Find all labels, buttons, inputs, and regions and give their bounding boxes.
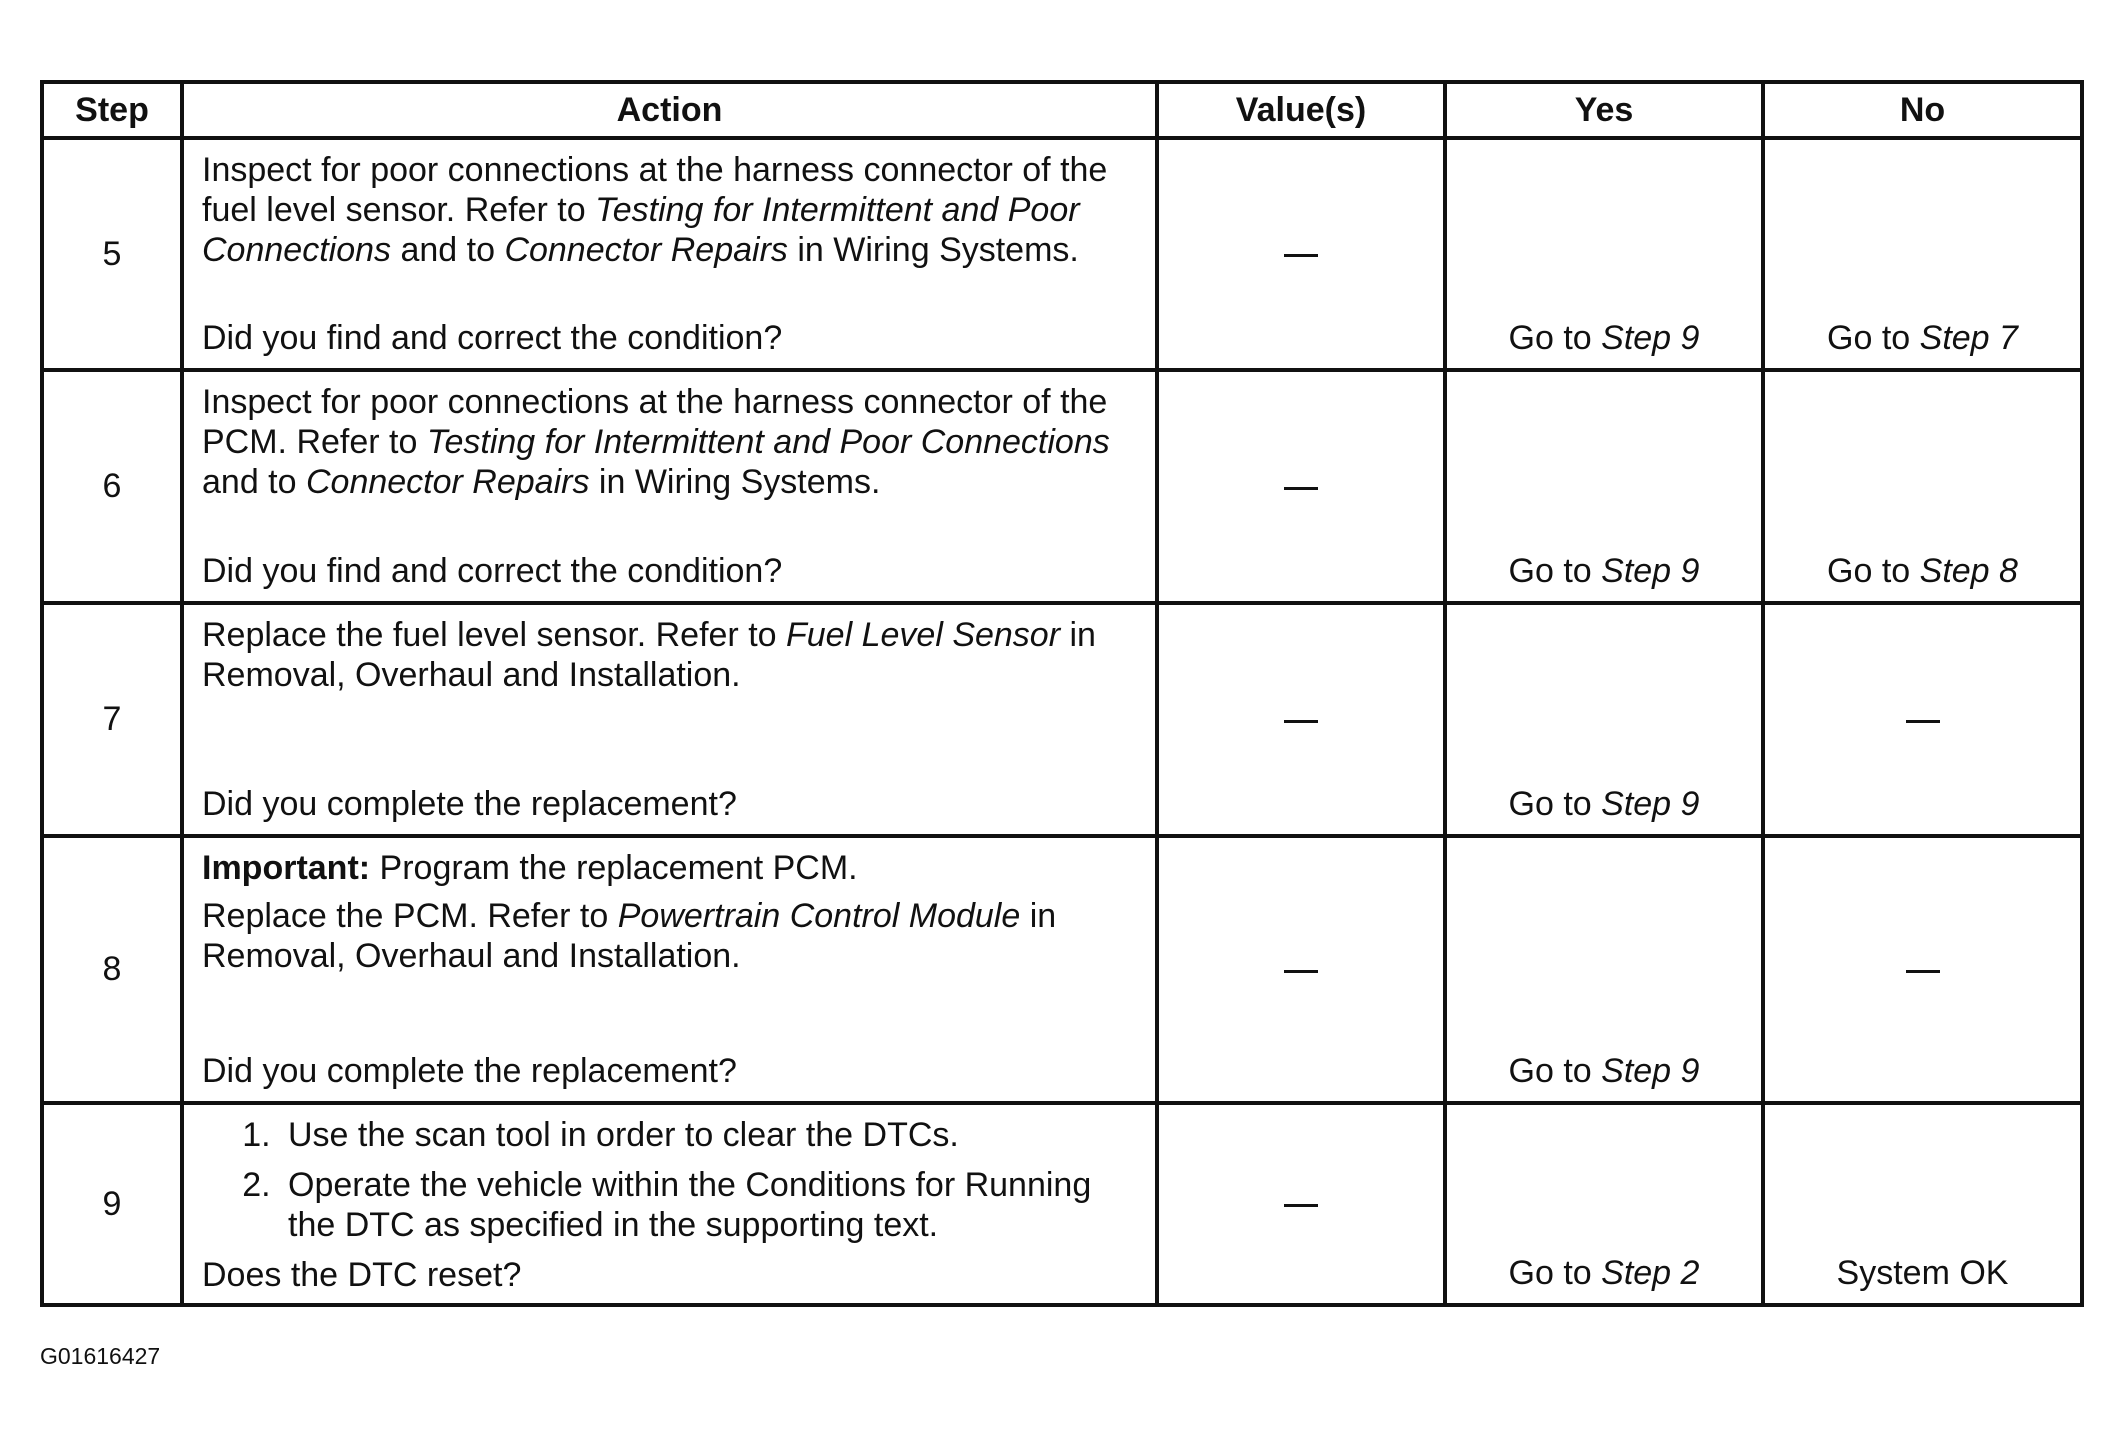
- header-no: No: [1763, 82, 2082, 138]
- yes-cell: Go to Step 2: [1445, 1103, 1763, 1305]
- list-item: 2. Operate the vehicle within the Conditions for Running the DTC as specified in the supporting text.: [280, 1165, 1137, 1245]
- value-cell: [1157, 1103, 1445, 1305]
- step-reference: Step 8: [1919, 552, 2018, 590]
- action-text: Inspect for poor connections at the harness connector of the PCM. Refer to Testing for Intermittent and Poor Connections and to Connector Repairs in Wiring Systems.: [202, 383, 1110, 501]
- action-question: Did you find and correct the condition?: [202, 552, 783, 590]
- table-row: [42, 138, 2082, 370]
- step-reference: Step 9: [1601, 552, 1700, 590]
- empty-value-dash: [1284, 720, 1318, 723]
- step-number: 7: [42, 603, 182, 836]
- empty-value-dash: [1284, 487, 1318, 490]
- list-item: 1. Use the scan tool in order to clear the DTCs.: [280, 1115, 1137, 1155]
- yes-cell: Go to Step 9: [1445, 836, 1763, 1103]
- table-row: [42, 836, 2082, 1103]
- step-number: 6: [42, 370, 182, 603]
- header-action: Action: [182, 82, 1157, 138]
- yes-cell: Go to Step 9: [1445, 138, 1763, 370]
- table-row: [42, 370, 2082, 603]
- step-reference: Step 7: [1919, 319, 2018, 357]
- action-question: Did you complete the replacement?: [202, 785, 737, 823]
- step-reference: Step 2: [1601, 1254, 1700, 1292]
- empty-value-dash: [1906, 970, 1940, 973]
- action-cell: [182, 370, 1157, 603]
- value-cell: [1157, 603, 1445, 836]
- header-values: Value(s): [1157, 82, 1445, 138]
- reference-link: Testing for Intermittent and Poor Connections: [426, 423, 1110, 461]
- action-cell: [182, 138, 1157, 370]
- table-row: [42, 1103, 2082, 1305]
- reference-link: Connector Repairs: [504, 231, 788, 269]
- no-cell: Go to Step 8: [1763, 370, 2082, 603]
- important-note: Important: Program the replacement PCM.: [202, 849, 858, 887]
- yes-cell: Go to Step 9: [1445, 603, 1763, 836]
- header-step: Step: [42, 82, 182, 138]
- empty-value-dash: [1906, 720, 1940, 723]
- figure-id: G01616427: [40, 1343, 161, 1369]
- action-text: Inspect for poor connections at the harness connector of the fuel level sensor. Refer to Testing for Intermittent and Poor Connections and to Connector Repairs in Wiring Systems.: [202, 151, 1108, 269]
- action-cell: [182, 1103, 1157, 1305]
- step-number: 8: [42, 836, 182, 1103]
- step-reference: Step 9: [1601, 785, 1700, 823]
- important-label: Important:: [202, 849, 371, 887]
- step-number: 9: [42, 1103, 182, 1305]
- step-reference: Step 9: [1601, 319, 1700, 357]
- diagnostic-table: [40, 80, 2084, 1307]
- action-question: Did you complete the replacement?: [202, 1052, 737, 1090]
- reference-link: Testing for Intermittent and Poor Connections: [202, 191, 1080, 269]
- value-cell: [1157, 370, 1445, 603]
- step-number: 5: [42, 138, 182, 370]
- reference-link: Connector Repairs: [305, 463, 590, 501]
- action-question: Does the DTC reset?: [202, 1256, 522, 1294]
- action-cell: [182, 603, 1157, 836]
- empty-value-dash: [1284, 254, 1318, 257]
- reference-link: Fuel Level Sensor: [786, 616, 1061, 654]
- empty-value-dash: [1284, 1204, 1318, 1207]
- value-cell: [1157, 836, 1445, 1103]
- yes-cell: Go to Step 9: [1445, 370, 1763, 603]
- no-cell: [1763, 836, 2082, 1103]
- action-cell: [182, 836, 1157, 1103]
- step-reference: Step 9: [1601, 1052, 1700, 1090]
- action-text: Replace the PCM. Refer to Powertrain Control Module in Removal, Overhaul and Installation.: [202, 897, 1057, 975]
- action-question: Did you find and correct the condition?: [202, 319, 783, 357]
- no-cell: Go to Step 7: [1763, 138, 2082, 370]
- no-cell: [1763, 603, 2082, 836]
- procedure-list: [242, 1115, 1137, 1245]
- reference-link: Powertrain Control Module: [617, 897, 1021, 935]
- table-row: [42, 603, 2082, 836]
- value-cell: [1157, 138, 1445, 370]
- header-row: [42, 82, 2082, 138]
- empty-value-dash: [1284, 970, 1318, 973]
- no-cell: System OK: [1763, 1103, 2082, 1305]
- action-text: Replace the fuel level sensor. Refer to Fuel Level Sensor in Removal, Overhaul and Installation.: [202, 616, 1096, 694]
- header-yes: Yes: [1445, 82, 1763, 138]
